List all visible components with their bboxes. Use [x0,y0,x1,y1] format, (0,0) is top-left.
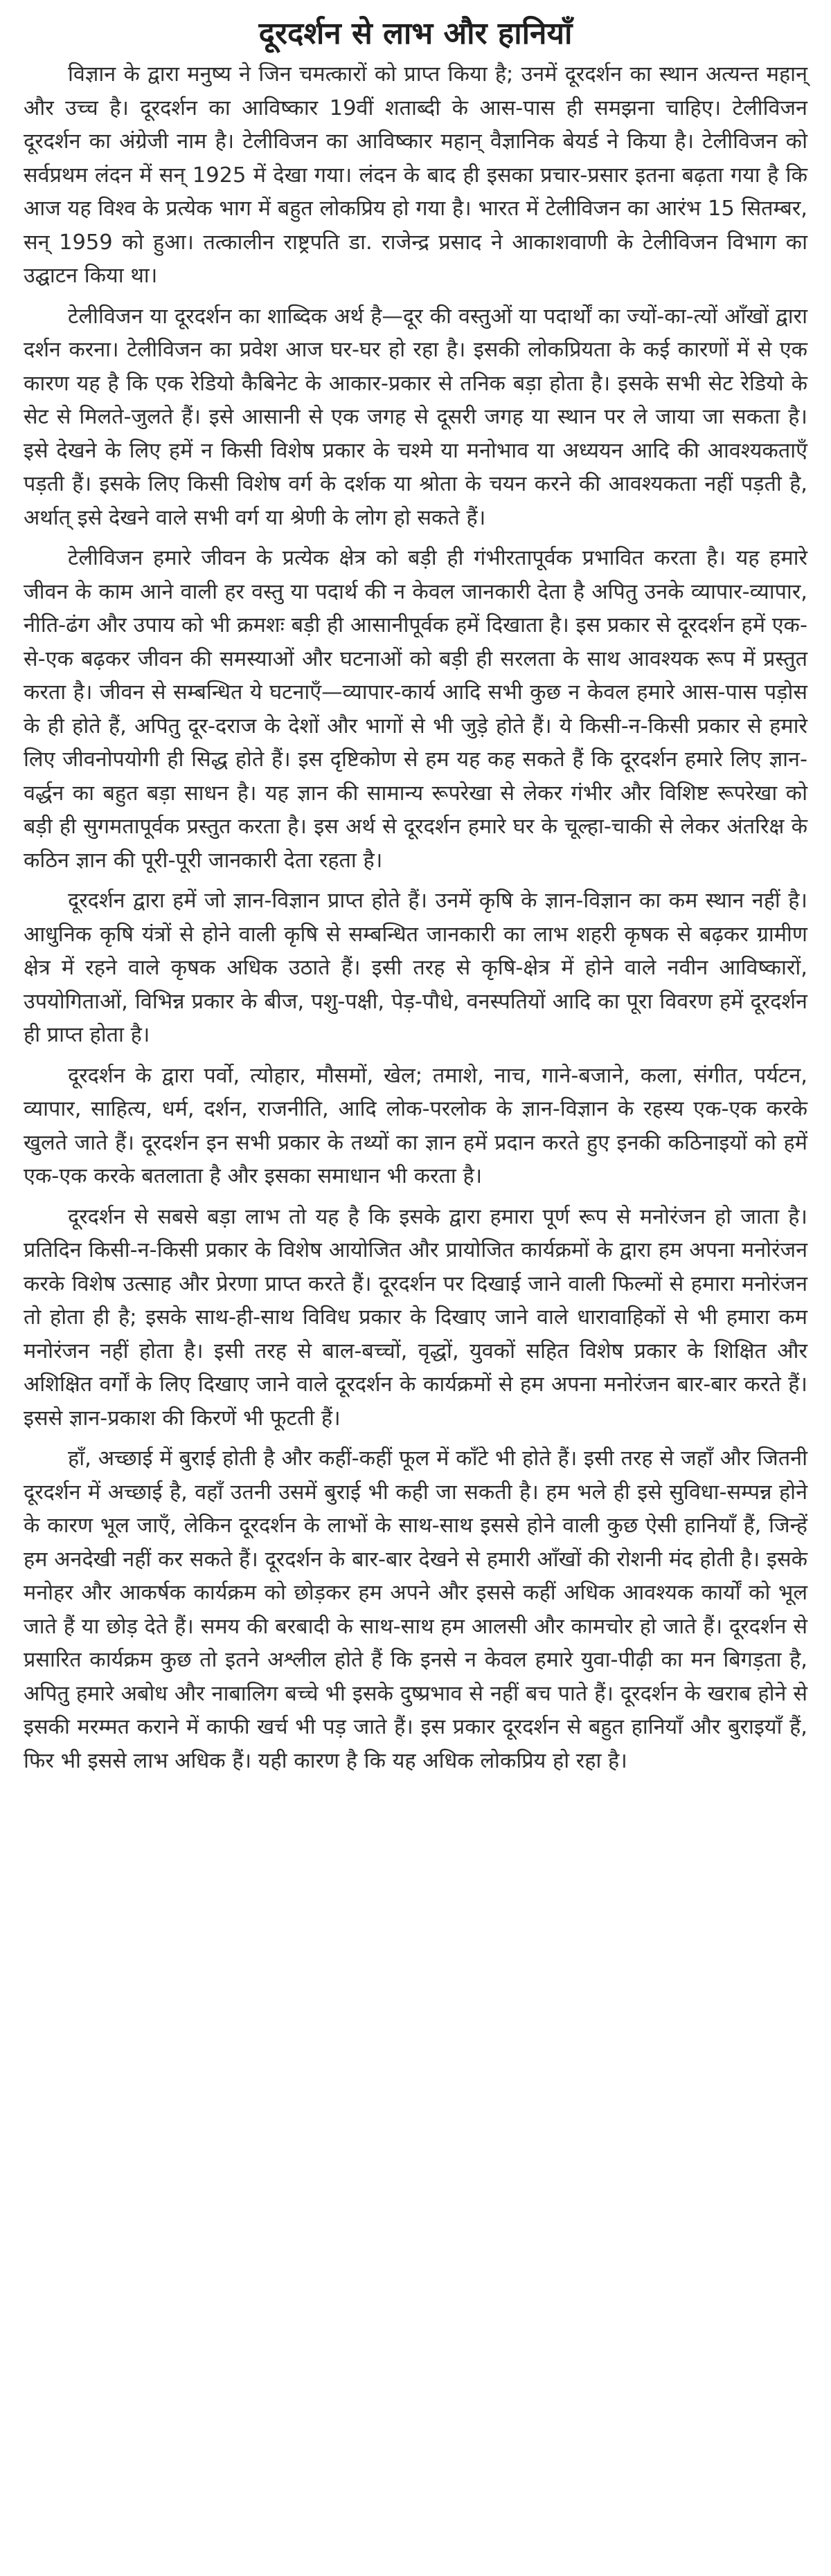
paragraph-1: विज्ञान के द्वारा मनुष्य ने जिन चमत्कारों को प्राप्त किया है; उनमें दूरदर्शन का स्थान अत्यन्त महान् और उच्च है। दूरदर्शन का आविष्कार 19वीं शताब्दी के आस-पास ही समझना चाहिए। टेलीविजन दूरदर्शन का अंग्रेजी नाम है। टेलीविजन का आविष्कार महान् वैज्ञानिक बेयर्ड ने किया है। टेलीविजन को सर्वप्रथम लंदन में सन् 1925 में देखा गया। लंदन के बाद ही इसका प्रचार-प्रसार इतना बढ़ता गया है कि आज यह विश्व के प्रत्येक भाग में बहुत लोकप्रिय हो गया है। भारत में टेलीविजन का आरंभ 15 सितम्बर, सन् 1959 को हुआ। तत्कालीन राष्ट्रपति डा. राजेन्द्र प्रसाद ने आकाशवाणी के टेलीविजन विभाग का उद्घाटन किया था। [24,62,807,288]
essay-title: दूरदर्शन से लाभ और हानियाँ [258,16,573,51]
paragraph-2: टेलीविजन या दूरदर्शन का शाब्दिक अर्थ है—दूर की वस्तुओं या पदार्थों का ज्यों-का-त्यों आँखों द्वारा दर्शन करना। टेलीविजन का प्रवेश आज घर-घर हो रहा है। इसकी लोकप्रियता के कई कारणों में से एक कारण यह है कि एक रेडियो कैबिनेट के आकार-प्रकार से तनिक बड़ा होता है। इसके सभी सेट रेडियो के सेट से मिलते-जुलते हैं। इसे आसानी से एक जगह से दूसरी जगह या स्थान पर ले जाया जा सकता है। इसे देखने के लिए हमें न किसी विशेष प्रकार के चश्मे या मनोभाव या अध्ययन आदि की आवश्यकताएँ पड़ती हैं। इसके लिए किसी विशेष वर्ग के दर्शक या श्रोता के चयन करने की आवश्यकता नहीं पड़ती है, अर्थात् इसे देखने वाले सभी वर्ग या श्रेणी के लोग हो सकते हैं। [24,304,807,530]
paragraph-5: दूरदर्शन के द्वारा पर्वो, त्योहार, मौसमों, खेल; तमाशे, नाच, गाने-बजाने, कला, संगीत, पर्यटन, व्यापार, साहित्य, धर्म, दर्शन, राजनीति, आदि लोक-परलोक के ज्ञान-विज्ञान के रहस्य एक-एक करके खुलते जाते हैं। दूरदर्शन इन सभी प्रकार के तथ्यों का ज्ञान हमें प्रदान करते हुए इनकी कठिनाइयों को हमें एक-एक करके बतलाता है और इसका समाधान भी करता है। [24,1063,807,1188]
paragraph-4: दूरदर्शन द्वारा हमें जो ज्ञान-विज्ञान प्राप्त होते हैं। उनमें कृषि के ज्ञान-विज्ञान का कम स्थान नहीं है। आधुनिक कृषि यंत्रों से होने वाली कृषि से सम्बन्धित जानकारी का लाभ शहरी कृषक से बढ़कर ग्रामीण क्षेत्र में रहने वाले कृषक अधिक उठाते हैं। इसी तरह से कृषि-क्षेत्र में होने वाले नवीन आविष्कारों, उपयोगिताओं, विभिन्न प्रकार के बीज, पशु-पक्षी, पेड़-पौधे, वनस्पतियों आदि का पूरा विवरण हमें दूरदर्शन ही प्राप्त होता है। [24,889,807,1047]
paragraph-7: हाँ, अच्छाई में बुराई होती है और कहीं-कहीं फूल में काँटे भी होते हैं। इसी तरह से जहाँ और जितनी दूरदर्शन में अच्छाई है, वहाँ उतनी उसमें बुराई भी कही जा सकती है। हम भले ही इसे सुविधा-सम्पन्न होने के कारण भूल जाएँ, लेकिन दूरदर्शन के लाभों के साथ-साथ इससे होने वाली कुछ ऐसी हानियाँ हैं, जिन्हें हम अनदेखी नहीं कर सकते हैं। दूरदर्शन के बार-बार देखने से हमारी आँखों की रोशनी मंद होती है। इसके मनोहर और आकर्षक कार्यक्रम को छोड़कर हम अपने और इससे कहीं अधिक आवश्यक कार्यों को भूल जाते हैं या छोड़ देते हैं। समय की बरबादी के साथ-साथ हम आलसी और कामचोर हो जाते हैं। दूरदर्शन से प्रसारित कार्यक्रम कुछ तो इतने अश्लील होते हैं कि इनसे न केवल हमारे युवा-पीढ़ी का मन बिगड़ता है, अपितु हमारे अबोध और नाबालिग बच्चे भी इसके दुष्प्रभाव से नहीं बच पाते हैं। दूरदर्शन के खराब होने से इसकी मरम्मत कराने में काफी खर्च भी पड़ जाते हैं। इस प्रकार दूरदर्शन से बहुत हानियाँ और बुराइयाँ हैं, फिर भी इससे लाभ अधिक हैं। यही कारण है कि यह अधिक लोकप्रिय हो रहा है। [24,1446,807,1773]
paragraph-6: दूरदर्शन से सबसे बड़ा लाभ तो यह है कि इसके द्वारा हमारा पूर्ण रूप से मनोरंजन हो जाता है। प्रतिदिन किसी-न-किसी प्रकार के विशेष आयोजित और प्रायोजित कार्यक्रमों के द्वारा हम अपना मनोरंजन करके विशेष उत्साह और प्रेरणा प्राप्त करते हैं। दूरदर्शन पर दिखाई जाने वाली फिल्मों से हमारा मनोरंजन तो होता ही है; इसके साथ-ही-साथ विविध प्रकार के दिखाए जाने वाले धारावाहिकों से भी हमारा कम मनोरंजन नहीं होता है। इसी तरह से बाल-बच्चों, वृद्धों, युवकों सहित विशेष प्रकार के शिक्षित और अशिक्षित वर्गों के लिए दिखाए जाने वाले दूरदर्शन के कार्यक्रमों से हम अपना मनोरंजन बार-बार करते हैं। इससे ज्ञान-प्रकाश की किरणें भी फूटती हैं। [24,1204,807,1431]
paragraph-3: टेलीविजन हमारे जीवन के प्रत्येक क्षेत्र को बड़ी ही गंभीरतापूर्वक प्रभावित करता है। यह हमारे जीवन के काम आने वाली हर वस्तु या पदार्थ की न केवल जानकारी देता है अपितु उनके व्यापार-व्यापार, नीति-ढंग और उपाय को भी क्रमशः बड़ी ही आसानीपूर्वक हमें दिखाता है। इस प्रकार से दूरदर्शन हमें एक-से-एक बढ़कर जीवन की समस्याओं और घटनाओं को बड़ी ही सरलता के साथ आवश्यक रूप में प्रस्तुत करता है। जीवन से सम्बन्धित ये घटनाएँ—व्यापार-कार्य आदि सभी कुछ न केवल हमारे आस-पास पड़ोस के ही होते हैं, अपितु दूर-दराज के देशों और भागों से भी जुड़े होते हैं। ये किसी-न-किसी प्रकार से हमारे लिए जीवनोपयोगी ही सिद्ध होते हैं। इस दृष्टिकोण से हम यह कह सकते हैं कि दूरदर्शन हमारे लिए ज्ञान-वर्द्धन का बहुत बड़ा साधन है। यह ज्ञान की सामान्य रूपरेखा से लेकर गंभीर और विशिष्ट रूपरेखा को बड़ी ही सुगमतापूर्वक प्रस्तुत करता है। इस अर्थ से दूरदर्शन हमारे घर के चूल्हा-चाकी से लेकर अंतरिक्ष के कठिन ज्ञान की पूरी-पूरी जानकारी देता रहता है। [24,546,807,873]
